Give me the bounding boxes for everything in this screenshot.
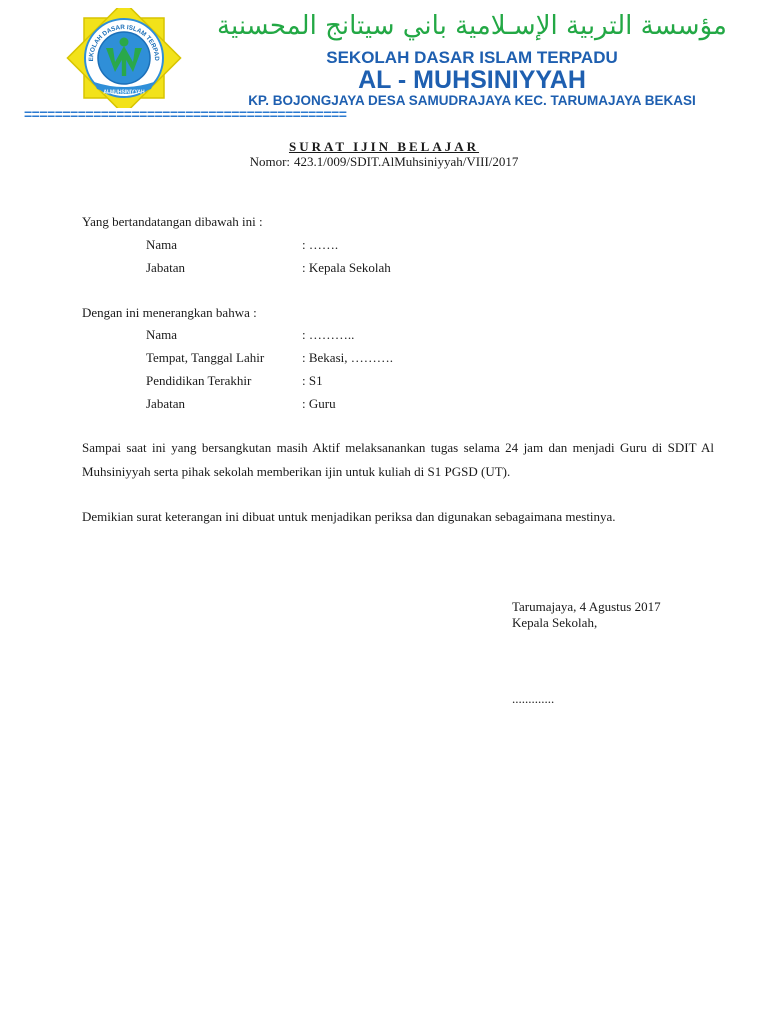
signature-position: Kepala Sekolah, — [512, 615, 598, 630]
body-paragraph: Sampai saat ini yang bersangkutan masih Aktif melaksanankan tugas selama 24 jam dan menjadi Guru di SDIT Al Muhsiniyyah serta pihak sekolah memberikan ijin untuk kuliah di S1 PGSD (UT). — [82, 440, 714, 479]
closing-paragraph: Demikian surat keterangan ini dibuat untuk menjadikan periksa dan digunakan sebagaimana mestinya. — [82, 509, 616, 524]
letterhead-address: KP. BOJONGJAYA DESA SAMUDRAJAYA KEC. TARUMAJAYA BEKASI — [248, 93, 696, 108]
section1-field-label: Jabatan — [146, 260, 185, 275]
section1-field-label: Nama — [146, 237, 178, 252]
section2-intro: Dengan ini menerangkan bahwa : — [82, 305, 257, 320]
section2-field-value: : ……….. — [302, 327, 355, 342]
logo-banner-text: ALMUHSINIYYAH — [103, 89, 145, 96]
document-number-label: Nomor: — [249, 154, 291, 169]
letterhead-school-type: SEKOLAH DASAR ISLAM TERPADU — [326, 48, 618, 67]
document-title: SURAT IJIN BELAJAR — [288, 139, 480, 154]
logo-emblem-icon — [60, 8, 188, 108]
letterhead-school-name: AL - MUHSINIYYAH — [358, 66, 586, 94]
section1-field-value: : ……. — [302, 237, 339, 252]
section2-field-label: Tempat, Tanggal Lahir — [146, 350, 265, 365]
section1-field-value: : Kepala Sekolah — [302, 260, 391, 275]
section2-field-label: Jabatan — [146, 396, 185, 411]
section2-field-label: Pendidikan Terakhir — [146, 373, 252, 388]
signature-place-date: Tarumajaya, 4 Agustus 2017 — [512, 599, 661, 614]
letterhead-divider: ========================================== — [24, 108, 347, 120]
document-number-value: 423.1/009/SDIT.AlMuhsiniyyah/VIII/2017 — [294, 154, 519, 169]
letterhead-arabic-title: مؤسسة التربية الإسـلامية باني سيتانج المحسنية — [217, 11, 727, 41]
section2-field-value: : Guru — [302, 396, 336, 411]
section2-field-value: : Bekasi, ………. — [302, 350, 393, 365]
section2-field-value: : S1 — [302, 373, 323, 388]
signature-name: ............. — [512, 691, 555, 706]
section2-field-label: Nama — [146, 327, 178, 342]
section1-intro: Yang bertandatangan dibawah ini : — [82, 214, 263, 229]
logo-ring-text: EKOLAH DASAR ISLAM TERPAD — [87, 23, 161, 62]
school-logo — [60, 8, 188, 108]
document-number — [0, 154, 768, 170]
